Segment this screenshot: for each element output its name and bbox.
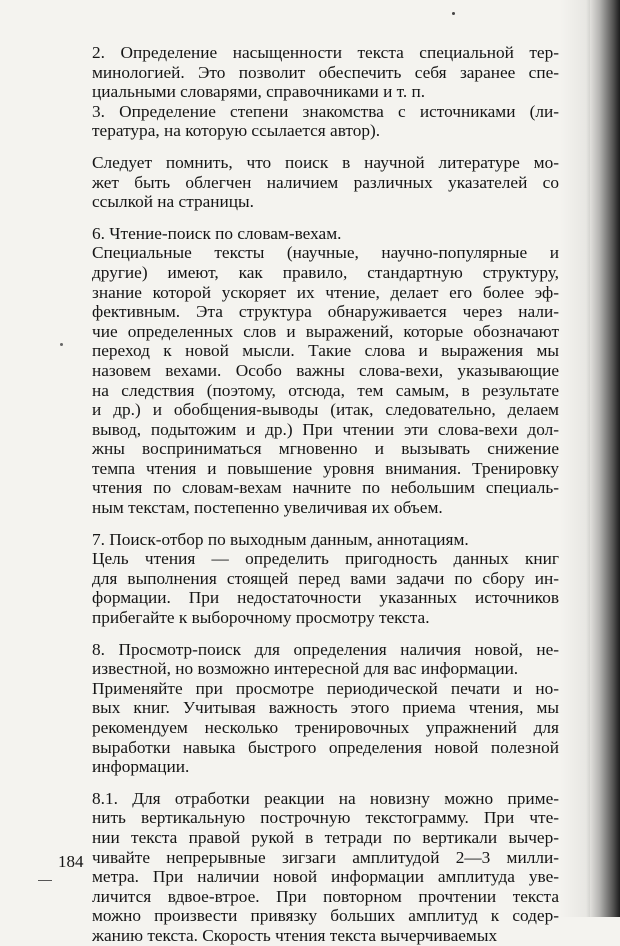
text-line: на следствия (поэтому, отсюда, тем самым, в результате	[92, 380, 559, 400]
text-line: жны восприниматься мгновенно и вызывать снижение	[92, 439, 559, 459]
scan-mark	[38, 880, 52, 881]
paragraph-gap	[92, 628, 559, 640]
text-line: вывод, подытожим и др.) При чтении эти слова-вехи дол-	[92, 419, 559, 439]
text-line: ссылкой на страницы.	[92, 192, 254, 212]
text-line: чтения по словам-вехам начните по небольшим специаль-	[92, 478, 559, 498]
text-line: рекомендуем несколько тренировочных упражнений для	[92, 718, 559, 737]
text-line: Применяйте при просмотре периодической печати и но-	[92, 678, 559, 698]
text-line: 6. Чтение-поиск по словам-вехам.	[92, 223, 342, 243]
text-line: жет быть облегчен наличием различных указателей со	[92, 172, 559, 192]
text-line: ным текстам, постепенно увеличивая их объем.	[92, 498, 443, 518]
text-line: чие определенных слов и выражений, которые обозначают	[92, 321, 559, 341]
text-line: Специальные тексты (научные, научно-популярные и	[92, 243, 559, 263]
text-line: 8. Просмотр-поиск для определения наличия новой, не-	[92, 639, 559, 659]
paragraph-gap	[92, 518, 559, 530]
text-line: 3. Определение степени знакомства с источниками (ли-	[92, 101, 559, 121]
text-line: можно произвести привязку больших амплитуд к содер-	[92, 906, 559, 926]
paragraph-gap	[92, 212, 559, 224]
text-line: 2. Определение насыщенности текста специальной тер-	[92, 43, 559, 62]
text-line: 7. Поиск-отбор по выходным данным, аннотациям.	[92, 529, 469, 549]
text-line: Следует помнить, что поиск в научной литературе мо-	[92, 152, 559, 172]
text-line: 8.1. Для отработки реакции на новизну можно приме-	[92, 788, 559, 808]
text-line: формации. При недостаточности указанных источников	[92, 588, 559, 608]
text-line: нить вертикальную построчную текстограмму. При чте-	[92, 808, 559, 828]
text-line: минологией. Это позволит обеспечить себя заранее спе-	[92, 62, 559, 82]
text-line: чивайте непрерывные зигзаги амплитудой 2—3 милли-	[92, 847, 559, 867]
text-line: выработки навыка быстрого определения новой полезной	[92, 737, 559, 757]
text-line: и др.) и обобщения-выводы (итак, следовательно, делаем	[92, 400, 559, 420]
text-line: для выполнения стоящей перед вами задачи по сбору ин-	[92, 568, 559, 588]
text-line: прибегайте к выборочному просмотру текста.	[92, 608, 430, 628]
page-body-text	[92, 43, 559, 946]
text-line: метра. При наличии новой информации амплитуда уве-	[92, 867, 559, 887]
scan-speck	[60, 343, 63, 346]
paragraph-gap	[92, 777, 559, 789]
text-line: переход к новой мысли. Такие слова и выражения мы	[92, 341, 559, 361]
text-line: известной, но возможно интересной для вас информации.	[92, 659, 519, 679]
text-line: циальными словарями, справочниками и т. п.	[92, 82, 426, 102]
text-line: вых книг. Учитывая важность этого приема чтения, мы	[92, 698, 559, 718]
text-line: назовем вехами. Особо важны слова-вехи, указывающие	[92, 360, 559, 380]
book-spine-edge	[586, 0, 620, 917]
text-line: личится вдвое-втрое. При повторном прочтении текста	[92, 886, 559, 906]
paragraph-gap	[92, 141, 559, 153]
text-line: нии текста правой рукой в тетради по вертикали вычер-	[92, 827, 559, 847]
text-line: другие) имеют, как правило, стандартную структуру,	[92, 262, 559, 282]
text-line: фективным. Эта структура обнаруживается через нали-	[92, 302, 559, 322]
text-line: информации.	[92, 757, 190, 777]
scan-speck	[452, 12, 455, 15]
text-line: темпа чтения и повышение уровня внимания. Тренировку	[92, 458, 559, 478]
page-number: 184	[58, 852, 84, 871]
text-line: жанию текста. Скорость чтения текста вычерчиваемых	[92, 925, 498, 945]
text-line: знание которой ускоряет их чтение, делает его более эф-	[92, 282, 559, 302]
text-line: Цель чтения — определить пригодность данных книг	[92, 549, 559, 569]
text-line: тература, на которую ссылается автор).	[92, 121, 381, 141]
